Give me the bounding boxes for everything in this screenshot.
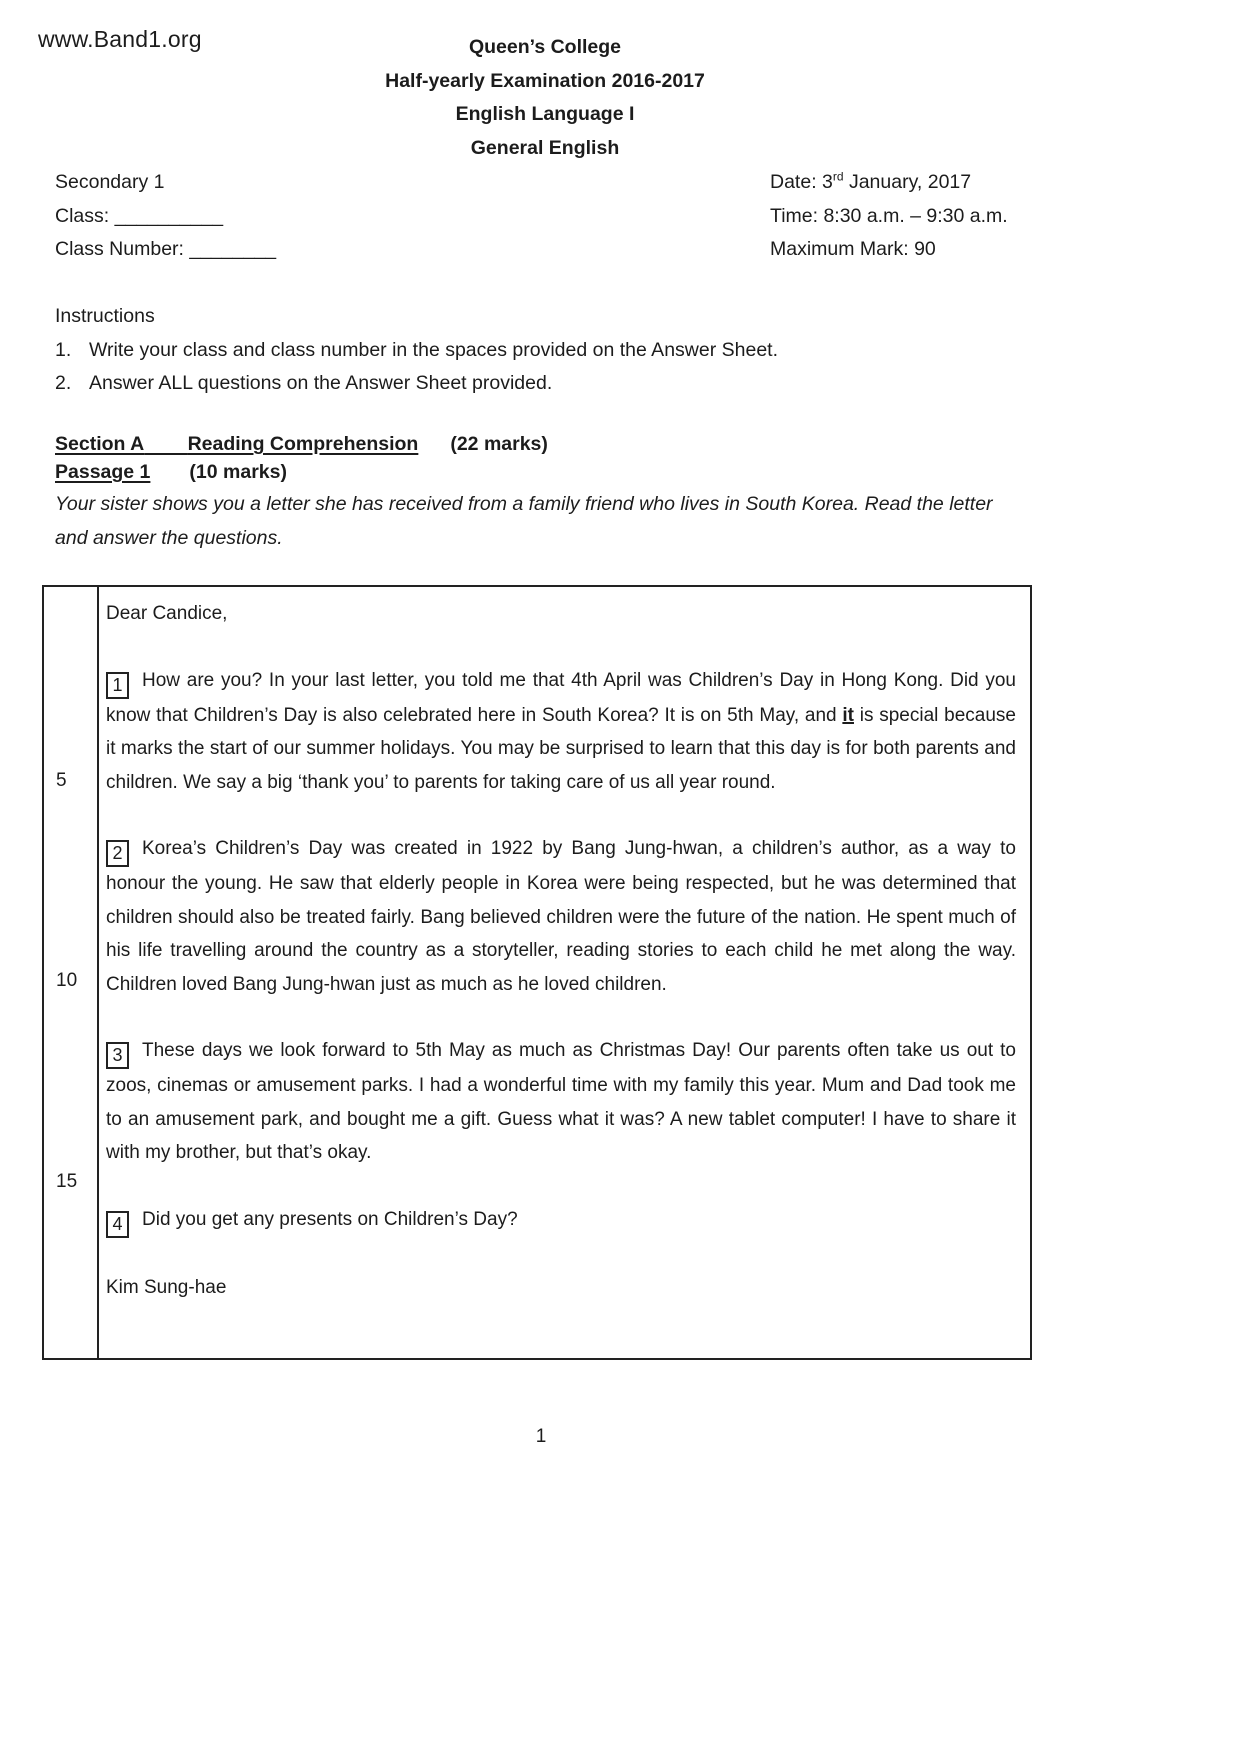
letter-paragraph-1 xyxy=(106,664,1016,800)
candidate-info-left xyxy=(55,166,276,267)
paragraph-number-box: 4 xyxy=(106,1211,129,1238)
instructions-title: Instructions xyxy=(55,305,155,327)
paragraph-text: Did you get any presents on Children’s Day? xyxy=(142,1208,518,1230)
instruction-number: 1. xyxy=(55,338,72,361)
reading-passage-box xyxy=(42,585,1032,1360)
paper-title: General English xyxy=(470,136,620,159)
page-number: 1 xyxy=(535,1426,547,1447)
emphasized-word: it xyxy=(842,704,854,726)
paragraph-number-box: 3 xyxy=(106,1042,129,1069)
school-name: Queen’s College xyxy=(468,36,622,58)
passage-intro xyxy=(55,488,1045,555)
line-number: 10 xyxy=(56,970,78,991)
level-label: Secondary 1 xyxy=(55,171,165,193)
passage-intro-line: and answer the questions. xyxy=(55,526,283,549)
passage-label: Passage 1 xyxy=(55,461,151,483)
candidate-info-right xyxy=(770,166,1008,267)
letter-body xyxy=(99,587,1030,1358)
instruction-number: 2. xyxy=(55,372,72,394)
exam-header xyxy=(0,31,1090,165)
section-title: Reading Comprehension xyxy=(187,433,419,455)
class-blank-line: Class: __________ xyxy=(55,204,224,227)
class-number-blank-line: Class Number: ________ xyxy=(55,238,277,260)
passage-intro-line: Your sister shows you a letter she has received from a family friend who lives in South Korea. Read the letter xyxy=(55,493,993,515)
instruction-text: Write your class and class number in the spaces provided on the Answer Sheet. xyxy=(89,338,779,361)
date-ordinal-superscript: rd xyxy=(832,169,844,184)
letter-signature: Kim Sung-hae xyxy=(106,1276,227,1298)
paragraph-number-box: 2 xyxy=(106,840,129,867)
maximum-mark: Maximum Mark: 90 xyxy=(770,238,936,260)
paragraph-text: is special because it marks the start of our summer holidays. You may be surprised to learn that this day is for both parents and children. We say a big ‘thank you’ to parents for taking care of us all year round. xyxy=(106,704,1016,793)
instruction-item xyxy=(55,334,778,368)
paragraph-text: Korea’s Children’s Day was created in 1922 by Bang Jung-hwan, a children’s author, as a way to honour the young. He saw that elderly people in Korea were being respected, but he was determined that children should also be treated fairly. Bang believed children were the future of the nation. He spent much of his life travelling around the country as a storyteller, reading stories to each child he met along the way. Children loved Bang Jung-hwan just as much as he loved children. xyxy=(106,838,1016,995)
heading-gap xyxy=(144,433,187,455)
passage-heading xyxy=(55,461,287,484)
section-heading-underlined xyxy=(55,433,418,455)
letter-paragraph-4 xyxy=(106,1203,1016,1238)
instructions-block xyxy=(55,300,778,401)
paragraph-text: How are you? In your last letter, you told me that 4th April was Children’s Day in Hong Kong. Did you know that Children’s Day is also celebrated here in South Korea? It is on 5th May, and xyxy=(106,669,1016,726)
exam-date xyxy=(770,166,1008,200)
exam-title: Half-yearly Examination 2016-2017 xyxy=(385,69,705,92)
instruction-text: Answer ALL questions on the Answer Sheet provided. xyxy=(89,372,553,394)
instruction-item xyxy=(55,367,778,401)
line-number-gutter xyxy=(44,587,99,1358)
paragraph-number-box: 1 xyxy=(106,672,129,699)
exam-date-text: Date: 3 xyxy=(770,171,833,193)
passage-marks: (10 marks) xyxy=(189,461,287,483)
line-number: 15 xyxy=(56,1171,78,1192)
section-label: Section A xyxy=(55,433,145,455)
letter-paragraph-3 xyxy=(106,1034,1016,1170)
exam-time: Time: 8:30 a.m. – 9:30 a.m. xyxy=(770,204,1008,227)
subject-title: English Language I xyxy=(455,103,635,125)
section-heading xyxy=(55,433,548,456)
letter-salutation: Dear Candice, xyxy=(106,603,228,624)
site-watermark: www.Band1.org xyxy=(38,26,202,52)
line-number: 5 xyxy=(56,770,67,791)
exam-date-year: January, 2017 xyxy=(843,171,972,193)
section-marks: (22 marks) xyxy=(450,433,548,455)
letter-paragraph-2 xyxy=(106,832,1016,1001)
paragraph-text: These days we look forward to 5th May as much as Christmas Day! Our parents often take us out to zoos, cinemas or amusement parks. I had a wonderful time with my family this year. Mum and Dad took me to an amusement park, and bought me a gift. Guess what it was? A new tablet computer! I have to share it with my brother, but that’s okay. xyxy=(106,1040,1016,1163)
